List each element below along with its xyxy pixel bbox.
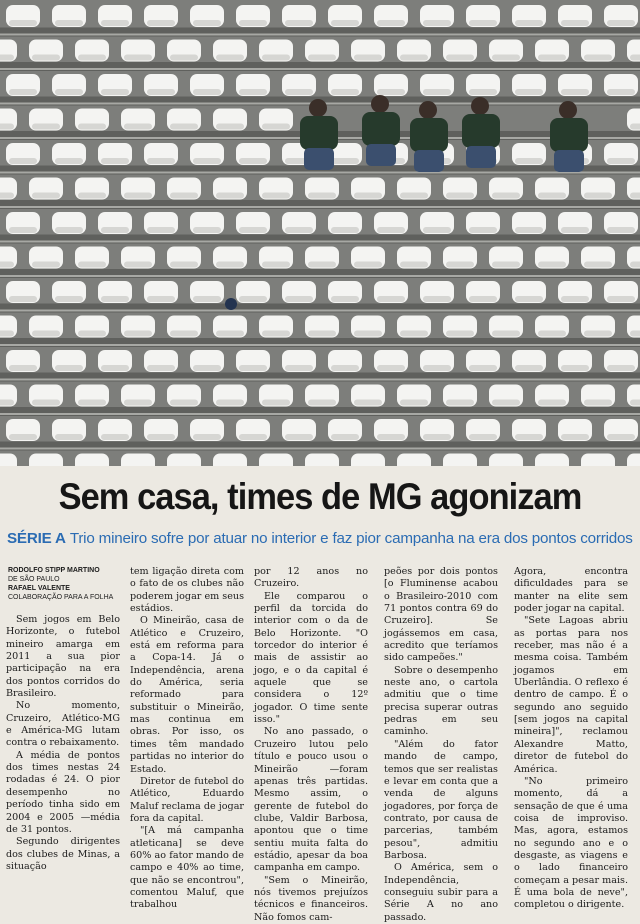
paragraph: "Sem o Mineirão, nós tivemos prejuízos técnicos e financeiros. Não fomos cam-	[254, 874, 368, 923]
paragraph: O América, sem o Independência, conseguiu subir para a Série A no ano passado.	[384, 862, 498, 923]
paragraph: A média de pontos dos times nestas 24 rodadas é 24. O pior desempenho no período tinha sido em 2004 e 2005 —média de 31 pontos.	[6, 749, 120, 835]
paragraph: por 12 anos no Cruzeiro.	[254, 566, 368, 590]
paragraph: tem ligação direta com o fato de os clubes não poderem jogar em seus estádios.	[130, 566, 244, 615]
author-role: COLABORAÇÃO PARA A FOLHA	[8, 594, 114, 601]
paragraph: "[A má campanha atleticana] se deve 60% ao fator mando de campo e 40% ao time, que não se encontrou", comentou Maluf, que trabalhou	[130, 825, 244, 911]
article-column-1	[6, 614, 120, 873]
paragraph: Sobre o desempenho neste ano, o cartola admitiu que o time precisa superar outras pedras em seu caminho.	[384, 664, 498, 738]
article-column-2	[130, 566, 244, 912]
paragraph: "Além do fator mando de campo, temos que ser realistas e levar em conta que a venda de alguns jogadores, por força de contrato, por causa de parcerias, também pesou", admitiu Barbosa.	[384, 738, 498, 861]
paragraph: No momento, Cruzeiro, Atlético-MG e América-MG lutam contra o rebaixamento.	[6, 700, 120, 749]
deck-text: Trio mineiro sofre por atuar no interior e faz pior campanha na era dos pontos corridos	[69, 530, 633, 547]
section-label: SÉRIE A	[7, 530, 66, 547]
paragraph: "No primeiro momento, dá a sensação de que é uma coisa de improviso. Mas, agora, estamos no segundo ano e o desgaste, as viagens e o lado financeiro começam a pesar mais. É uma bola de neve", completou o dirigente.	[514, 775, 628, 911]
paragraph: "Sete Lagoas abriu as portas para nos receber, mas não é a mesma coisa. Também jogamos em Uberlândia. O reflexo é dentro de campo. É o segundo ano seguido [sem jogos na capital mineira]", reclamou Alexandre Matto, diretor de futebol do América.	[514, 615, 628, 775]
paragraph: Diretor de futebol do Atlético, Eduardo Maluf reclama de jogar fora da capital.	[130, 775, 244, 824]
paragraph: O Mineirão, casa de Atlético e Cruzeiro, está em reforma para a Copa-14. Já o Independência, arena do América, seria reformado para substituir o Mineirão, mas continua em obras. Por isso, os times têm mandado partidas no interior do Estado.	[130, 615, 244, 775]
author-name: RODOLFO STIPP MARTINO	[8, 567, 100, 574]
author-origin: DE SÃO PAULO	[8, 576, 60, 583]
byline	[8, 566, 118, 602]
author-name: RAFAEL VALENTE	[8, 585, 70, 592]
headline: Sem casa, times de MG agonizam	[58, 476, 582, 517]
article-column-5	[514, 566, 628, 912]
article-column-3	[254, 566, 368, 924]
deck	[7, 528, 637, 550]
paragraph: peões por dois pontos [o Fluminense acabou o Brasileiro-2010 com 71 pontos contra 69 do Cruzeiro]. Se jogássemos em casa, acredito que teríamos sido campeões."	[384, 566, 498, 664]
paragraph: No ano passado, o Cruzeiro lutou pelo título e pouco usou o Mineirão —foram apenas três partidas. Mesmo assim, o gerente de futebol do clube, Valdir Barbosa, apontou que o time sentiu muita falta do estádio, apesar da boa campanha em campo.	[254, 726, 368, 874]
paragraph: Sem jogos em Belo Horizonte, o futebol mineiro amarga em 2011 a sua pior participação na era dos pontos corridos do Brasileiro.	[6, 614, 120, 700]
paragraph: Agora, encontra dificuldades para se manter na elite sem poder jogar na capital.	[514, 566, 628, 615]
paragraph: Segundo dirigentes dos clubes de Minas, a situação	[6, 836, 120, 872]
paragraph: Ele comparou o perfil da torcida do interior com o da de Belo Horizonte. "O torcedor do interior é mais de assistir ao jogo, e o da capital é aquele que se considera o 12º jogador. O time sente isso."	[254, 590, 368, 726]
article-column-4	[384, 566, 498, 924]
